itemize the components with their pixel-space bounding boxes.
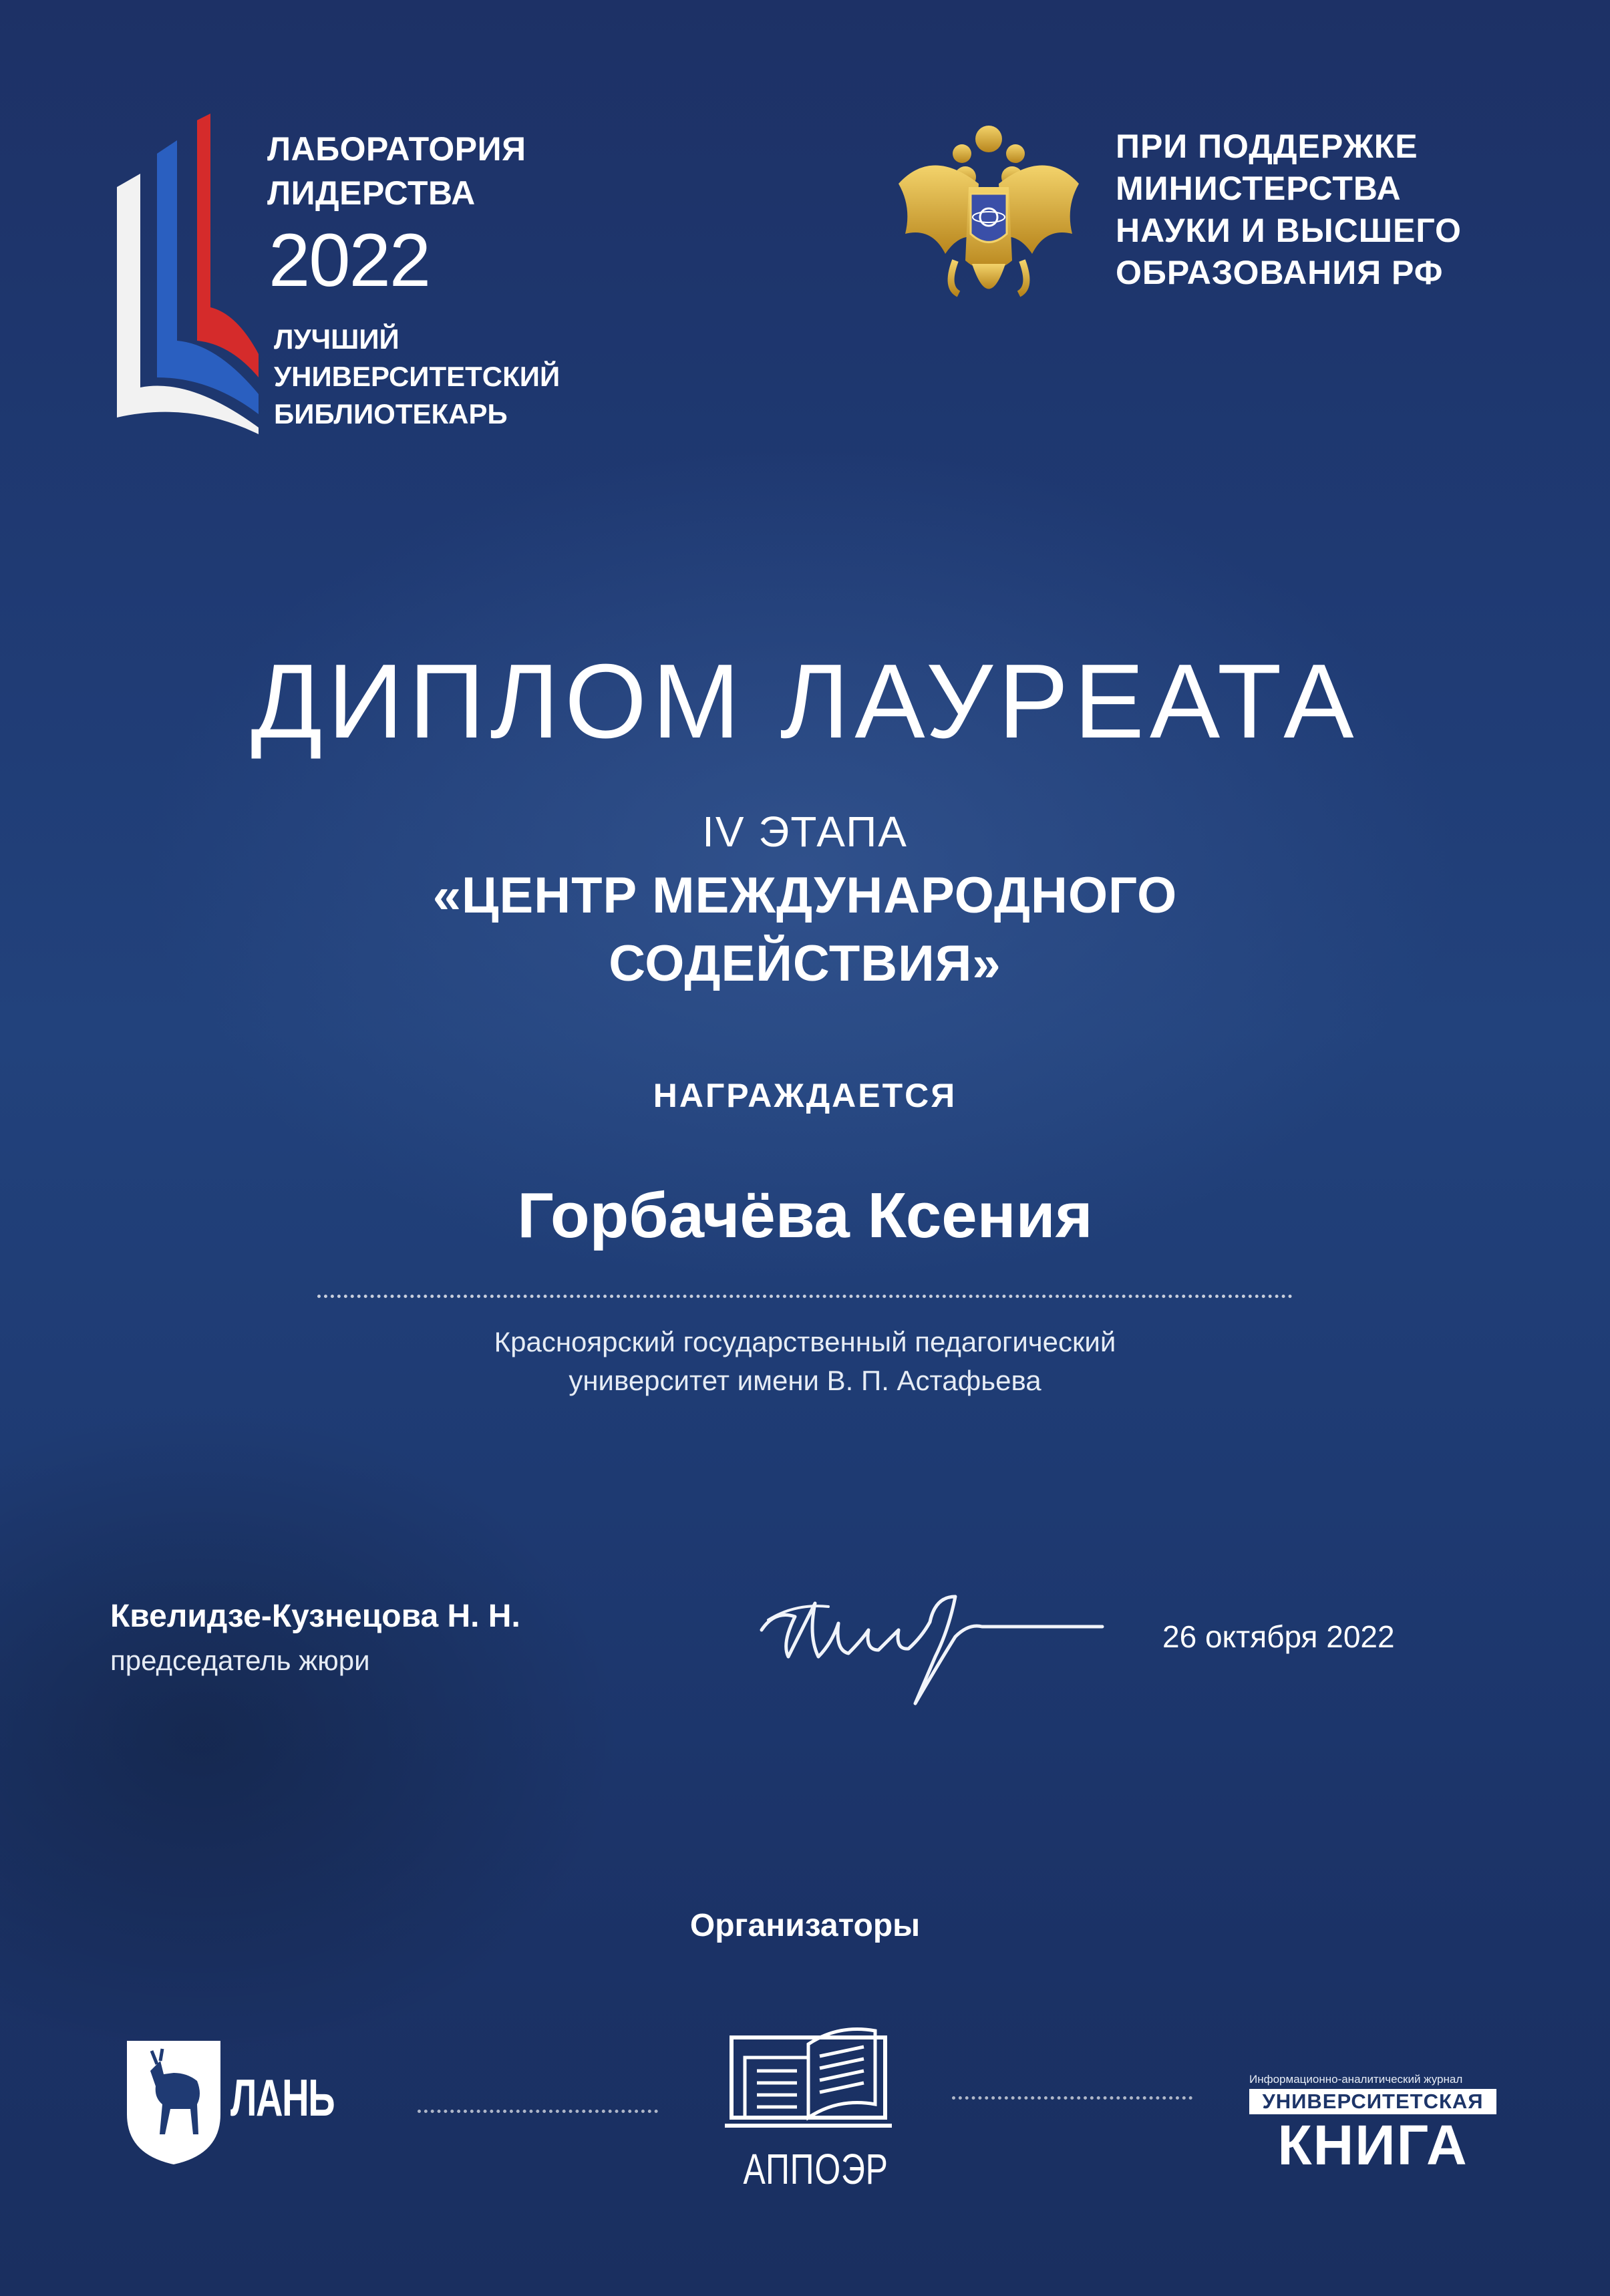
ministry-support-text	[1116, 126, 1543, 294]
chair-name: Квелидзе-Кузнецова Н. Н.	[110, 1599, 520, 1634]
kniga-journal-caption: Информационно-аналитический журнал	[1249, 2073, 1463, 2086]
university-line-1: Красноярский государственный педагогический	[494, 1326, 1116, 1357]
nomination-title	[304, 862, 1306, 998]
lab-title-line-2: ЛИДЕРСТВА	[267, 174, 476, 212]
lab-subtitle	[274, 321, 621, 433]
lan-logo-text: ЛАНЬ	[230, 2068, 335, 2127]
organizers-dots-right	[952, 2096, 1192, 2100]
ministry-line-3: НАУКИ И ВЫСШЕГО	[1116, 212, 1462, 249]
recipient-name: Горбачёва Ксения	[517, 1180, 1093, 1251]
awarded-label: НАГРАЖДАЕТСЯ	[653, 1077, 957, 1114]
appoer-book-logo-icon	[725, 2017, 892, 2138]
coat-of-arms-emblem-icon	[892, 120, 1086, 321]
diploma-title: ДИПЛОМ ЛАУРЕАТА	[251, 643, 1359, 760]
university-name	[334, 1323, 1276, 1400]
dotted-divider	[317, 1295, 1293, 1298]
lab-subtitle-line-2: УНИВЕРСИТЕТСКИЙ	[274, 361, 560, 392]
award-date: 26 октября 2022	[1162, 1619, 1395, 1654]
appoer-logo-text: АППОЭР	[743, 2145, 889, 2193]
kniga-band-label: УНИВЕРСИТЕТСКАЯ	[1249, 2089, 1496, 2114]
ministry-line-4: ОБРАЗОВАНИЯ РФ	[1116, 254, 1444, 291]
stage-label: IV ЭТАПА	[702, 808, 908, 856]
chair-role: председатель жюри	[110, 1645, 370, 1676]
university-line-2: университет имени В. П. Астафьева	[569, 1365, 1041, 1396]
lab-title	[267, 127, 615, 215]
organizers-title: Организаторы	[689, 1908, 921, 1943]
organizers-dots-left	[418, 2110, 658, 2113]
nomination-line-1: «ЦЕНТР МЕЖДУНАРОДНОГО	[432, 867, 1178, 924]
lab-title-line-1: ЛАБОРАТОРИЯ	[267, 130, 526, 168]
nomination-line-2: СОДЕЙСТВИЯ»	[609, 935, 1001, 992]
ministry-line-2: МИНИСТЕРСТВА	[1116, 170, 1402, 207]
lab-subtitle-line-3: БИБЛИОТЕКАРЬ	[274, 398, 508, 430]
kniga-logo-word: КНИГА	[1277, 2114, 1468, 2176]
ministry-line-1: ПРИ ПОДДЕРЖКЕ	[1116, 128, 1418, 165]
handwritten-signature	[755, 1556, 1109, 1717]
lab-subtitle-line-1: ЛУЧШИЙ	[274, 323, 399, 355]
lab-year: 2022	[269, 218, 430, 302]
laboratory-leadership-logo-icon	[110, 114, 264, 441]
